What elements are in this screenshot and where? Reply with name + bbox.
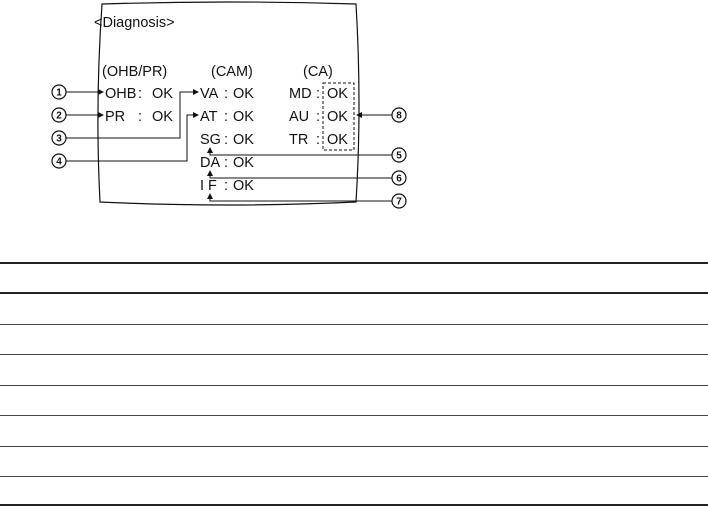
if-key: I F — [200, 178, 217, 194]
au-key: AU — [289, 109, 310, 125]
header-ohb-pr: (OHB/PR) — [102, 64, 168, 80]
md-key: MD — [289, 86, 312, 102]
ohb-key: OHB — [105, 86, 137, 102]
if-sep: : — [224, 178, 229, 194]
screen-title: <Diagnosis> — [94, 15, 175, 31]
if-value: OK — [233, 178, 254, 194]
at-sep: : — [224, 109, 229, 125]
sg-key: SG — [200, 132, 221, 148]
svg-text:6: 6 — [396, 173, 402, 185]
at-value: OK — [233, 109, 254, 125]
au-sep: : — [316, 109, 321, 125]
tr-sep: : — [316, 132, 321, 148]
svg-text:2: 2 — [56, 110, 62, 122]
pr-key: PR — [105, 109, 126, 125]
table-row — [0, 415, 708, 416]
va-key: VA — [200, 86, 219, 102]
header-cam: (CAM) — [211, 64, 253, 80]
svg-text:1: 1 — [56, 87, 62, 99]
table-header-rule — [0, 292, 708, 294]
pr-sep: : — [138, 109, 143, 125]
tr-key: TR — [289, 132, 309, 148]
tr-value: OK — [327, 132, 348, 148]
table-row — [0, 476, 708, 477]
table-bottom-rule — [0, 504, 708, 506]
svg-text:4: 4 — [56, 156, 62, 168]
table-row — [0, 446, 708, 447]
va-value: OK — [233, 86, 254, 102]
va-sep: : — [224, 86, 229, 102]
table-row — [0, 385, 708, 386]
da-key: DA — [200, 155, 221, 171]
md-value: OK — [327, 86, 348, 102]
pr-value: OK — [152, 109, 173, 125]
ohb-value: OK — [152, 86, 173, 102]
da-sep: : — [224, 155, 229, 171]
sg-value: OK — [233, 132, 254, 148]
da-value: OK — [233, 155, 254, 171]
md-sep: : — [316, 86, 321, 102]
au-value: OK — [327, 109, 348, 125]
svg-text:8: 8 — [396, 110, 402, 122]
svg-text:5: 5 — [396, 150, 402, 162]
table-row — [0, 354, 708, 355]
svg-text:7: 7 — [396, 196, 402, 208]
header-ca: (CA) — [303, 64, 333, 80]
at-key: AT — [200, 109, 218, 125]
ohb-sep: : — [138, 86, 143, 102]
sg-sep: : — [224, 132, 229, 148]
svg-text:3: 3 — [56, 133, 62, 145]
table-top-rule — [0, 262, 708, 264]
table-row — [0, 324, 708, 325]
